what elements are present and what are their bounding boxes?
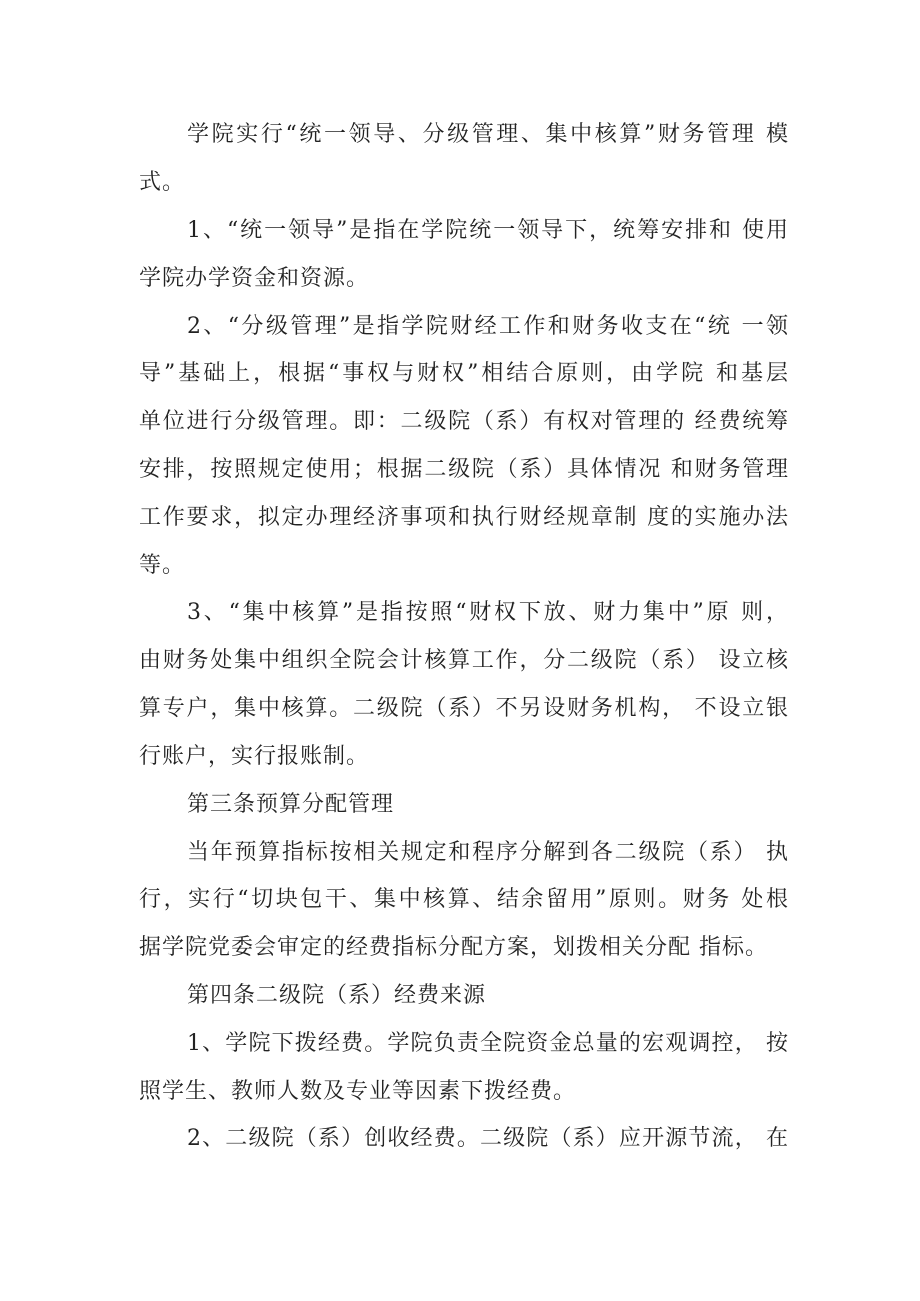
paragraph-line: 行账户，实行报账制。	[139, 744, 370, 769]
paragraph-line: 安排，按照规定使用；根据二级院（系）具体情况 和财务管理	[139, 457, 789, 482]
paragraph-line: 导”基础上，根据“事权与财权”相结合原则，由学院 和基层	[139, 361, 789, 386]
paragraph-line: 式。	[139, 170, 186, 195]
paragraph-line: 学院办学资金和资源。	[139, 266, 370, 291]
paragraph-line: 1、“统一领导”是指在学院统一领导下，统筹安排和 使用	[187, 218, 789, 243]
paragraph-line: 据学院党委会审定的经费指标分配方案，划拨相关分配 指标。	[139, 935, 768, 960]
paragraph-line: 1、学院下拨经费。学院负责全院资金总量的宏观调控， 按	[187, 1031, 789, 1056]
paragraph-line: 算专户，集中核算。二级院（系）不另设财务机构， 不设立银	[139, 696, 789, 721]
paragraph-line: 2、二级院（系）创收经费。二级院（系）应开源节流， 在	[187, 1126, 789, 1151]
paragraph-line: 学院实行“统一领导、分级管理、集中核算”财务管理 模	[187, 122, 789, 147]
paragraph-line: 3、“集中核算”是指按照“财权下放、财力集中”原 则，	[187, 600, 789, 625]
paragraph-line: 单位进行分级管理。即：二级院（系）有权对管理的 经费统筹	[139, 409, 789, 434]
paragraph-line: 由财务处集中组织全院会计核算工作，分二级院（系） 设立核	[139, 648, 789, 673]
paragraph-line: 行，实行“切块包干、集中核算、结余留用”原则。财务 处根	[139, 887, 789, 912]
article-heading: 第四条二级院（系）经费来源	[187, 983, 487, 1008]
paragraph-line: 照学生、教师人数及专业等因素下拨经费。	[139, 1079, 577, 1104]
paragraph-line: 2、“分级管理”是指学院财经工作和财务收支在“统 一领	[187, 314, 789, 339]
article-heading: 第三条预算分配管理	[187, 792, 395, 817]
paragraph-line: 当年预算指标按相关规定和程序分解到各二级院（系） 执	[187, 840, 789, 865]
paragraph-line: 工作要求，拟定办理经济事项和执行财经规章制 度的实施办法	[139, 505, 789, 530]
paragraph-line: 等。	[139, 553, 186, 578]
